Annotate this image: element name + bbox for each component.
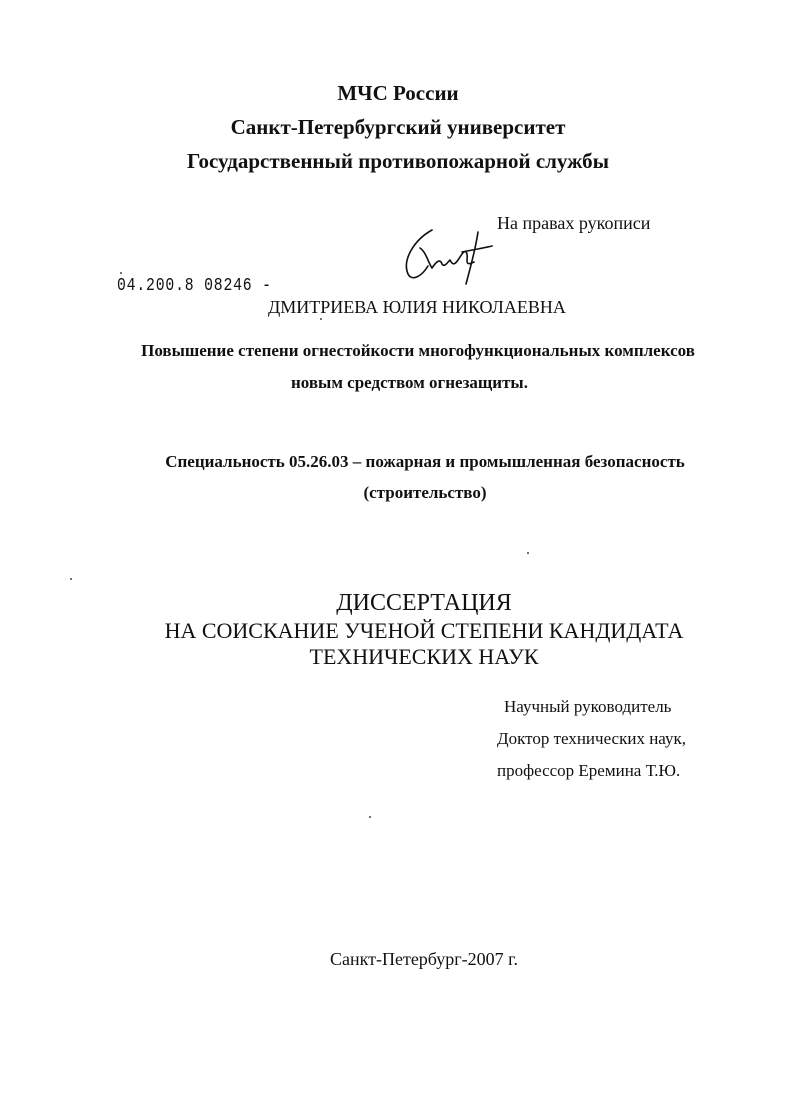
university-name-line1: Санкт-Петербургский университет: [230, 115, 566, 139]
header-block: [0, 76, 796, 178]
author-name: ДМИТРИЕВА ЮЛИЯ НИКОЛАЕВНА: [268, 297, 566, 317]
supervisor-role: Научный руководитель: [504, 697, 672, 716]
rights-notice: На правах рукописи: [497, 213, 651, 233]
serial-dash: -: [252, 276, 272, 296]
dissertation-heading: [0, 588, 796, 670]
ministry-name: МЧС России: [337, 81, 459, 105]
specialty-line2: (строительство): [363, 483, 487, 502]
serial-number: [117, 276, 272, 296]
scan-speck: [320, 318, 322, 320]
title-line2: новым средством огнезащиты.: [291, 373, 528, 392]
signature-icon: [392, 222, 502, 292]
specialty-line1: Специальность 05.26.03 – пожарная и промышленная безопасность: [165, 452, 685, 471]
supervisor-name: профессор Еремина Т.Ю.: [497, 761, 681, 780]
university-name-line2: Государственный противопожарной службы: [187, 149, 609, 173]
scan-speck: [70, 578, 72, 580]
dissertation-subtitle-line1: НА СОИСКАНИЕ УЧЕНОЙ СТЕПЕНИ КАНДИДАТА: [164, 618, 684, 643]
dissertation-subtitle-line2: ТЕХНИЧЕСКИХ НАУК: [309, 644, 539, 669]
scan-speck: [120, 272, 122, 274]
city-year: Санкт-Петербург-2007 г.: [329, 949, 519, 969]
scan-speck: [527, 552, 529, 554]
dissertation-title: ДИССЕРТАЦИЯ: [336, 590, 512, 616]
serial-number-text: 04.200.8 08246: [117, 276, 253, 296]
scan-speck: [369, 816, 371, 818]
supervisor-degree: Доктор технических наук,: [497, 729, 686, 748]
title-line1: Повышение степени огнестойкости многофункциональных комплексов: [141, 341, 695, 360]
